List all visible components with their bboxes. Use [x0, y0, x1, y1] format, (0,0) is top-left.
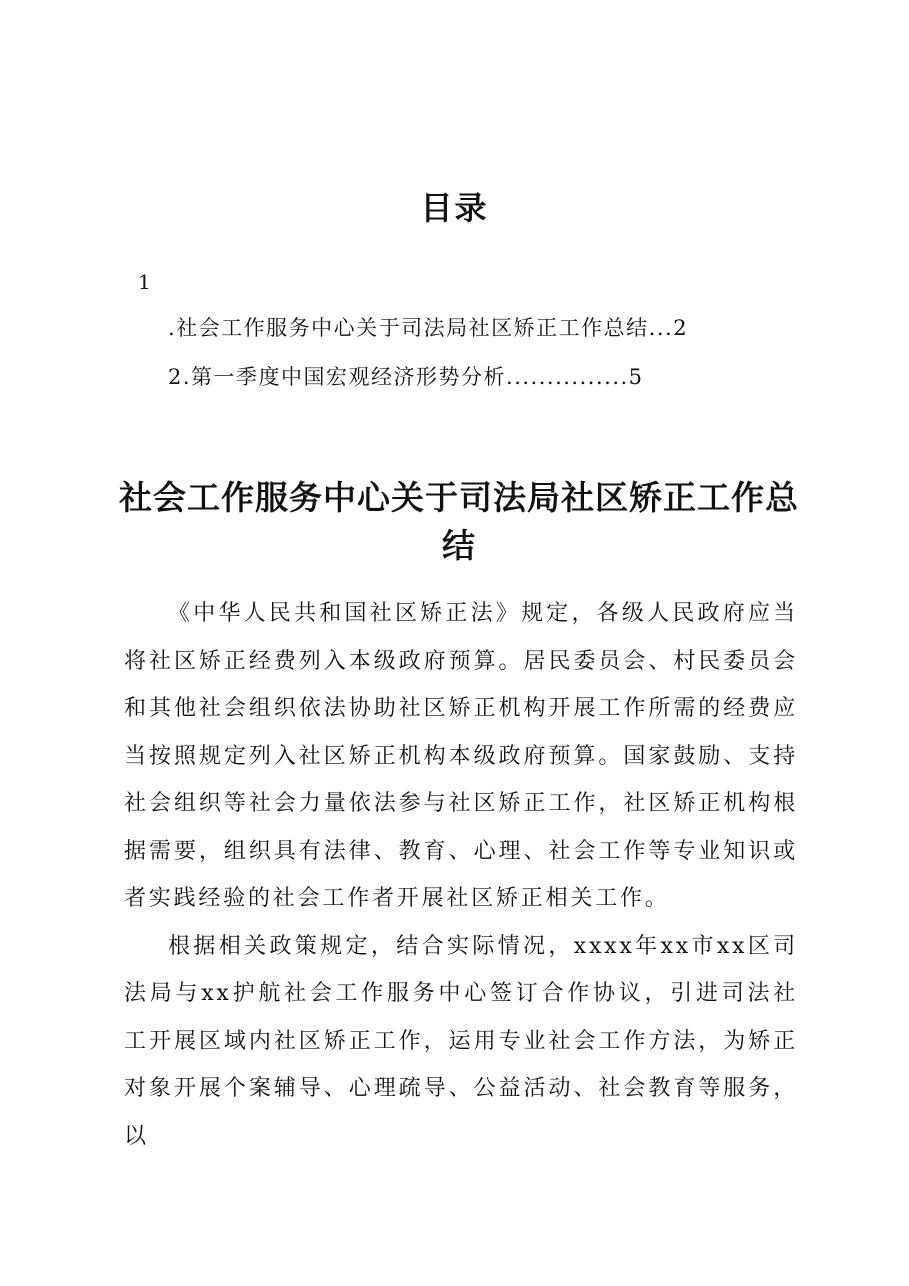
toc-number: 1	[138, 270, 151, 294]
body-paragraph-2: 根据相关政策规定，结合实际情况，xxxx年xx市xx区司法局与xx护航社会工作服务中心签订合作协议，引进司法社工开展区域内社区矫正工作，运用专业社会工作方法，为矫正对象开展个案辅导、心理疏导、公益活动、社会教育等服务，以	[124, 933, 798, 1149]
article-title: 社会工作服务中心关于司法局社区矫正工作总结	[119, 478, 799, 565]
toc-entry-2[interactable]: 2.第一季度中国宏观经济形势分析...............5	[168, 365, 644, 389]
article-body	[124, 590, 798, 1160]
body-paragraph-1: 《中华人民共和国社区矫正法》规定，各级人民政府应当将社区矫正经费列入本级政府预算。居民委员会、村民委员会和其他社会组织依法协助社区矫正机构开展工作所需的经费应当按照规定列入社区矫正机构本级政府预算。国家鼓励、支持社会组织等社会力量依法参与社区矫正工作，社区矫正机构根据需要，组织具有法律、教育、心理、社会工作等专业知识或者实践经验的社会工作者开展社区矫正相关工作。	[124, 601, 798, 911]
toc-title: 目录	[420, 189, 489, 227]
toc-entry-1[interactable]: .社会工作服务中心关于司法局社区矫正工作总结...2	[168, 316, 689, 340]
